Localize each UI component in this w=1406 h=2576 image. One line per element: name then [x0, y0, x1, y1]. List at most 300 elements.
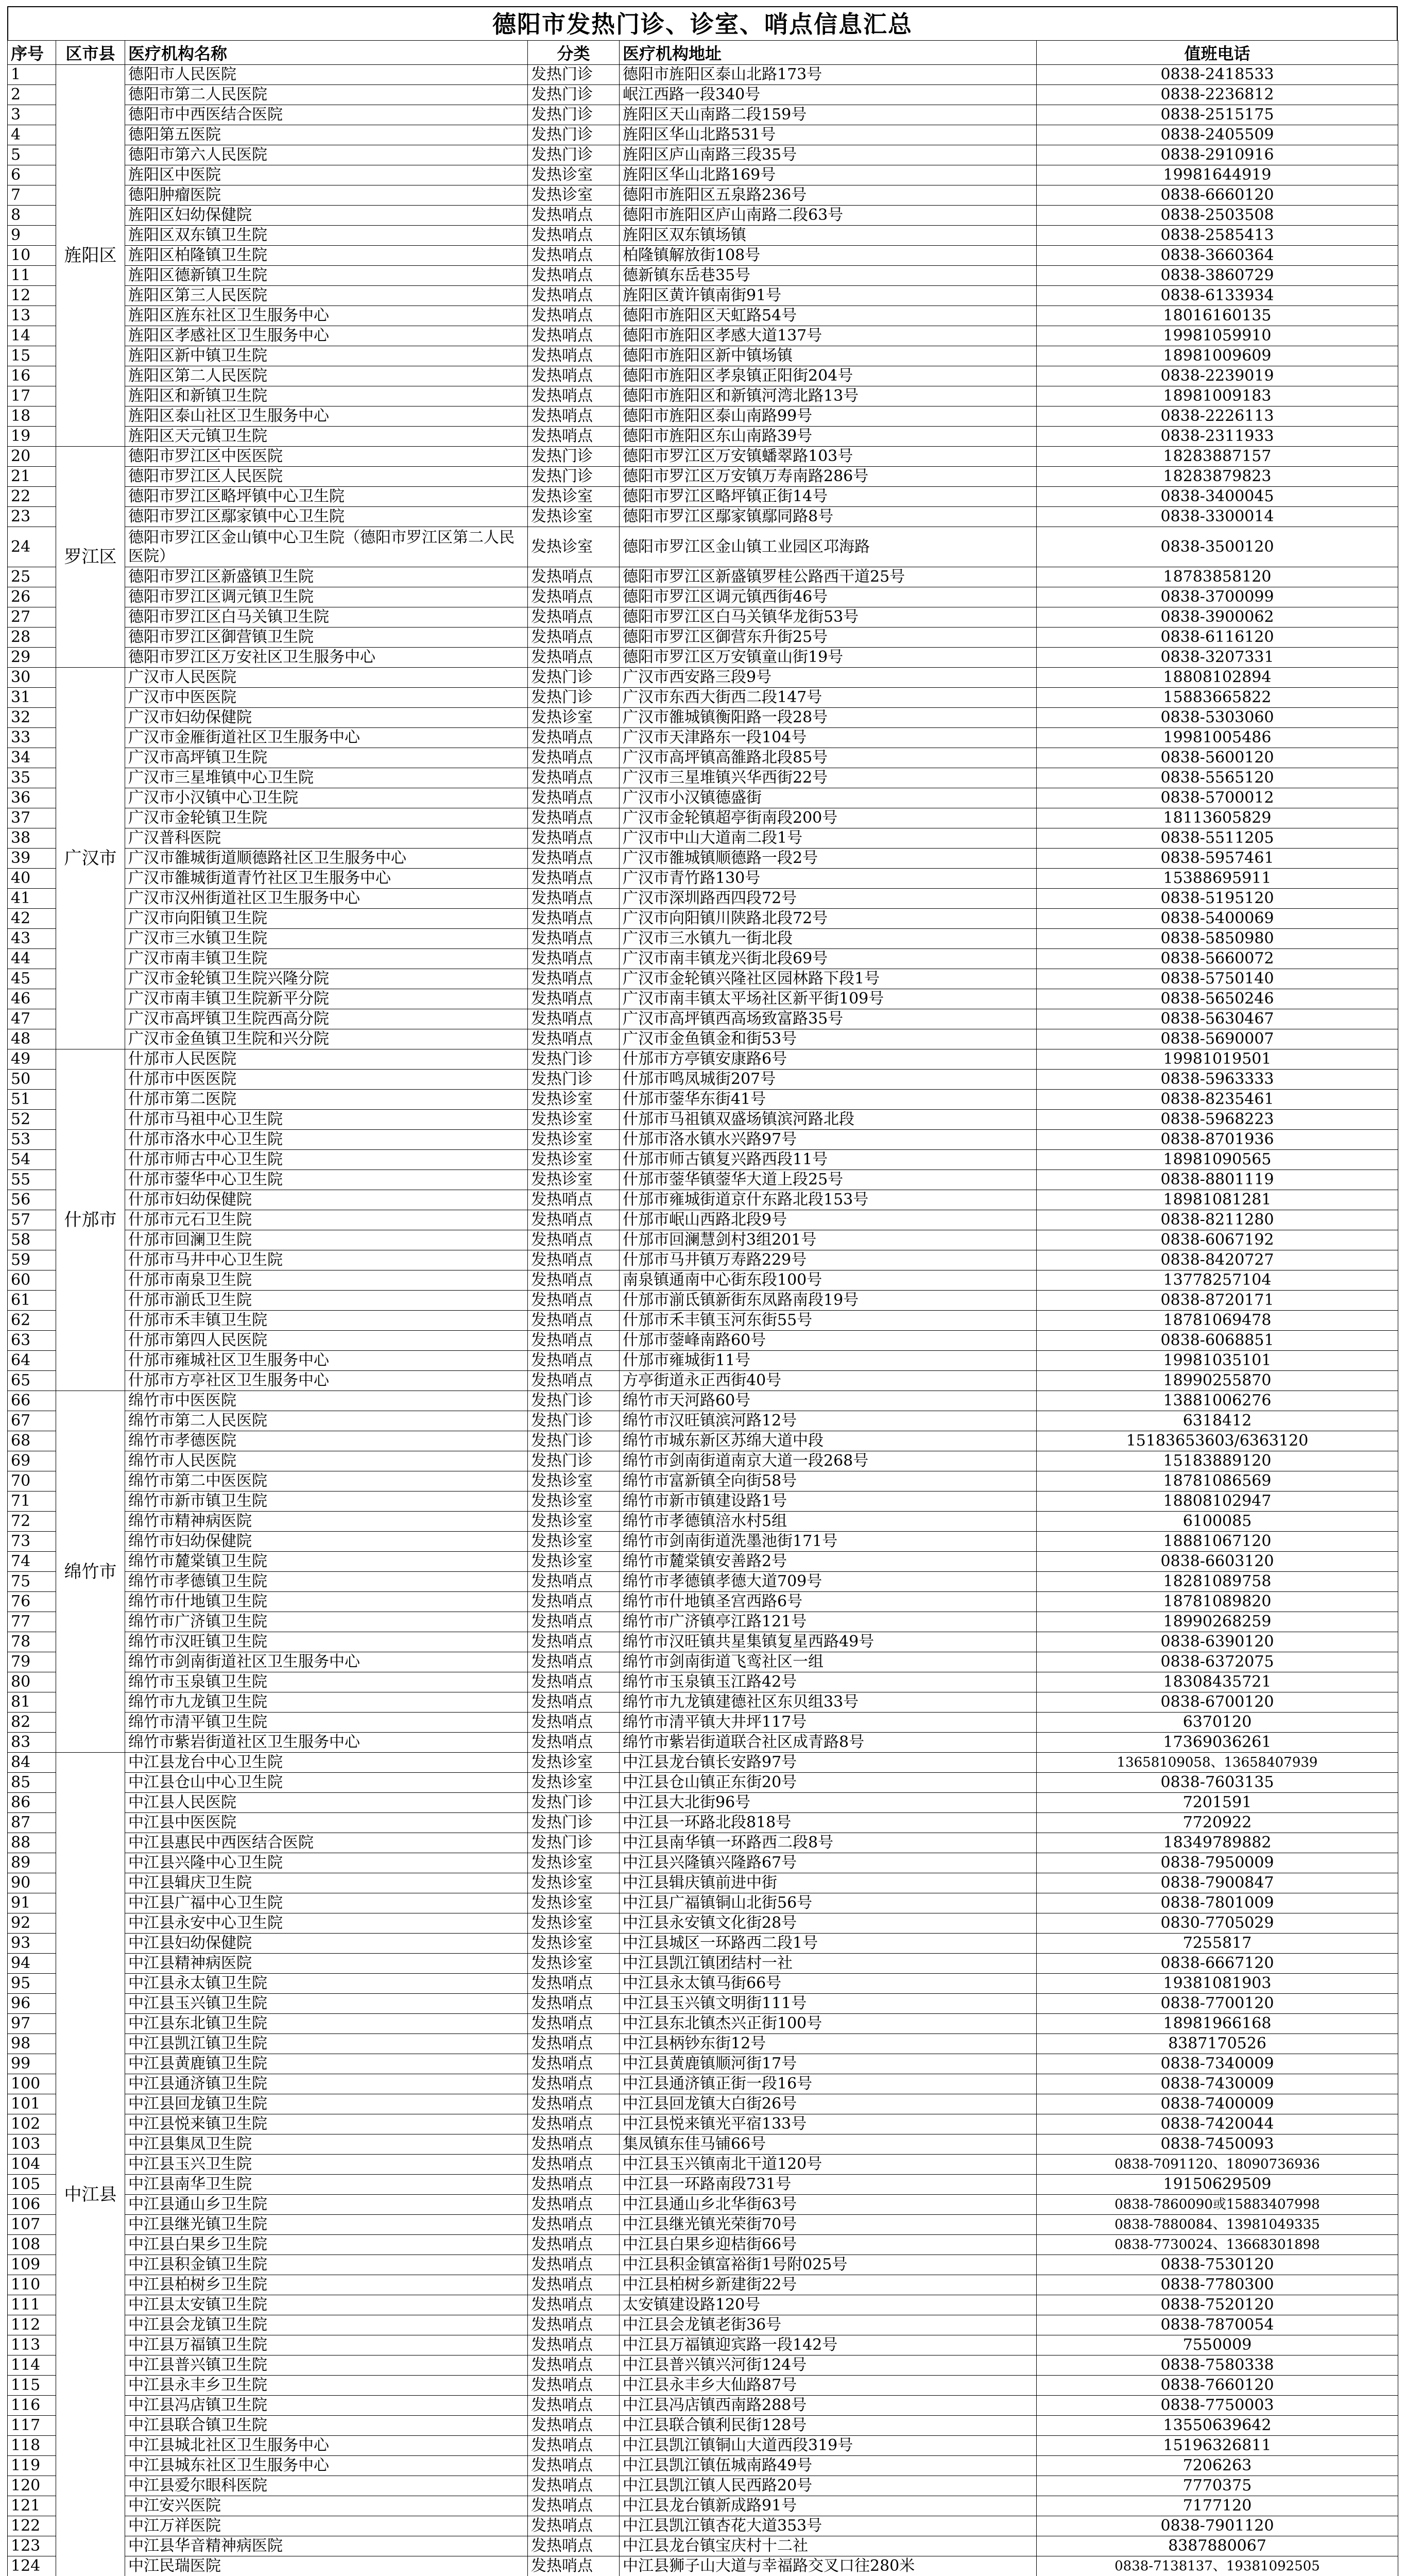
row-number: 106	[8, 2195, 56, 2215]
duty-phone: 0838-5565120	[1037, 768, 1398, 788]
duty-phone: 18981966168	[1037, 2014, 1398, 2034]
facility-address: 中江县大北街96号	[620, 1793, 1037, 1813]
table-row	[8, 1070, 1398, 1090]
duty-phone: 0830-7705029	[1037, 1913, 1398, 1934]
facility-category: 发热哨点	[528, 306, 620, 326]
facility-address: 德阳市罗江区略坪镇正街14号	[620, 487, 1037, 507]
document-sheet	[7, 6, 1398, 2576]
facility-address: 中江县一环路北段818号	[620, 1813, 1037, 1833]
facility-category: 发热哨点	[528, 1009, 620, 1029]
table-row	[8, 1934, 1398, 1954]
duty-phone: 0838-6603120	[1037, 1552, 1398, 1572]
facility-address: 绵竹市麓棠镇安善路2号	[620, 1552, 1037, 1572]
facility-category: 发热哨点	[528, 2556, 620, 2576]
duty-phone: 18990268259	[1037, 1612, 1398, 1632]
facility-category: 发热诊室	[528, 708, 620, 728]
duty-phone: 0838-6116120	[1037, 628, 1398, 648]
facility-category: 发热诊室	[528, 1170, 620, 1190]
facility-address: 什邡市蓥华镇蓥华大道上段25号	[620, 1170, 1037, 1190]
row-number: 83	[8, 1733, 56, 1753]
facility-category: 发热门诊	[528, 1070, 620, 1090]
facility-name: 广汉市南丰镇卫生院	[125, 949, 528, 969]
facility-address: 广汉市天津路东一段104号	[620, 728, 1037, 748]
facility-address: 中江县永安镇文化街28号	[620, 1913, 1037, 1934]
table-row	[8, 2556, 1398, 2576]
table-row	[8, 728, 1398, 748]
facility-name: 德阳市中西医结合医院	[125, 105, 528, 125]
facility-name: 德阳市罗江区御营镇卫生院	[125, 628, 528, 648]
facility-category: 发热哨点	[528, 1713, 620, 1733]
facility-name: 绵竹市第二人民医院	[125, 1411, 528, 1431]
facility-name: 广汉市南丰镇卫生院新平分院	[125, 989, 528, 1009]
duty-phone: 0838-5957461	[1037, 849, 1398, 869]
table-row	[8, 165, 1398, 185]
facility-name: 什邡市元石卫生院	[125, 1210, 528, 1230]
facility-address: 广汉市青竹路130号	[620, 869, 1037, 889]
row-number: 117	[8, 2416, 56, 2436]
facility-address: 绵竹市清平镇大井坪117号	[620, 1713, 1037, 1733]
facility-category: 发热哨点	[528, 607, 620, 628]
facility-address: 德阳市罗江区新盛镇罗桂公路西干道25号	[620, 567, 1037, 587]
duty-phone: 0838-7730024、13668301898	[1037, 2235, 1398, 2255]
facility-name: 中江县集凤卫生院	[125, 2134, 528, 2155]
facility-address: 广汉市小汉镇德盛街	[620, 788, 1037, 808]
facility-address: 中江县凯江镇铜山大道西段319号	[620, 2436, 1037, 2456]
table-row	[8, 467, 1398, 487]
duty-phone: 18781086569	[1037, 1471, 1398, 1492]
table-row	[8, 2476, 1398, 2496]
row-number: 97	[8, 2014, 56, 2034]
facility-name: 德阳市罗江区金山镇中心卫生院（德阳市罗江区第二人民医院）	[125, 527, 528, 567]
facility-category: 发热哨点	[528, 1612, 620, 1632]
facility-address: 德阳市旌阳区天虹路54号	[620, 306, 1037, 326]
table-row	[8, 989, 1398, 1009]
duty-phone: 0838-6068851	[1037, 1331, 1398, 1351]
row-number: 41	[8, 889, 56, 909]
facility-category: 发热哨点	[528, 1974, 620, 1994]
facility-address: 中江县黄鹿镇顺河街17号	[620, 2054, 1037, 2074]
facility-name: 什邡市师古中心卫生院	[125, 1150, 528, 1170]
facility-name: 中江县玉兴卫生院	[125, 2155, 528, 2175]
row-number: 29	[8, 648, 56, 668]
facility-category: 发热哨点	[528, 1270, 620, 1291]
facility-name: 什邡市妇幼保健院	[125, 1190, 528, 1210]
row-number: 1	[8, 65, 56, 85]
header-no: 序号	[8, 41, 56, 65]
row-number: 53	[8, 1130, 56, 1150]
duty-phone: 7550009	[1037, 2335, 1398, 2355]
facility-category: 发热哨点	[528, 2315, 620, 2335]
table-row	[8, 849, 1398, 869]
row-number: 64	[8, 1351, 56, 1371]
table-row	[8, 65, 1398, 85]
facility-name: 广汉市高坪镇卫生院	[125, 748, 528, 768]
facility-category: 发热哨点	[528, 2014, 620, 2034]
row-number: 25	[8, 567, 56, 587]
facility-category: 发热门诊	[528, 145, 620, 165]
facility-name: 广汉市三水镇卫生院	[125, 929, 528, 949]
facility-address: 德阳市罗江区金山镇工业园区邛海路	[620, 527, 1037, 567]
facility-address: 绵竹市剑南街道南京大道一段268号	[620, 1451, 1037, 1471]
table-row	[8, 648, 1398, 668]
duty-phone: 18990255870	[1037, 1371, 1398, 1391]
duty-phone: 18808102947	[1037, 1492, 1398, 1512]
facility-category: 发热哨点	[528, 2436, 620, 2456]
row-number: 122	[8, 2516, 56, 2536]
duty-phone: 0838-7901120	[1037, 2516, 1398, 2536]
row-number: 60	[8, 1270, 56, 1291]
duty-phone: 15883665822	[1037, 688, 1398, 708]
facility-name: 中江县辑庆卫生院	[125, 1873, 528, 1893]
facility-category: 发热哨点	[528, 2355, 620, 2376]
facility-address: 什邡市蓥华东街41号	[620, 1090, 1037, 1110]
row-number: 73	[8, 1532, 56, 1552]
facility-address: 广汉市金轮镇超亭街南段200号	[620, 808, 1037, 828]
duty-phone: 0838-7860090或15883407998	[1037, 2195, 1398, 2215]
duty-phone: 7201591	[1037, 1793, 1398, 1813]
table-row	[8, 185, 1398, 206]
facility-name: 中江县通济镇卫生院	[125, 2074, 528, 2094]
row-number: 66	[8, 1391, 56, 1411]
duty-phone: 0838-3400045	[1037, 487, 1398, 507]
row-number: 124	[8, 2556, 56, 2576]
table-row	[8, 2376, 1398, 2396]
duty-phone: 0838-7880084、13981049335	[1037, 2215, 1398, 2235]
facility-name: 广汉市金雁街道社区卫生服务中心	[125, 728, 528, 748]
facility-address: 中江县凯江镇伍城南路49号	[620, 2456, 1037, 2476]
facility-name: 中江县东北镇卫生院	[125, 2014, 528, 2034]
table-row	[8, 1974, 1398, 1994]
duty-phone: 13550639642	[1037, 2416, 1398, 2436]
facility-address: 什邡市岷山西路北段9号	[620, 1210, 1037, 1230]
table-row	[8, 1572, 1398, 1592]
table-row	[8, 1250, 1398, 1270]
facility-category: 发热哨点	[528, 768, 620, 788]
table-row	[8, 869, 1398, 889]
facility-address: 什邡市回澜慧剑村3组201号	[620, 1230, 1037, 1250]
table-row	[8, 2436, 1398, 2456]
facility-address: 什邡市马井镇万寿路229号	[620, 1250, 1037, 1270]
facility-name: 旌阳区妇幼保健院	[125, 206, 528, 226]
duty-phone: 0838-7950009	[1037, 1853, 1398, 1873]
facility-address: 广汉市南丰镇龙兴街北段69号	[620, 949, 1037, 969]
county-cell: 中江县	[56, 1753, 125, 2576]
row-number: 16	[8, 366, 56, 386]
table-row	[8, 1190, 1398, 1210]
facility-address: 岷江西路一段340号	[620, 85, 1037, 105]
row-number: 76	[8, 1592, 56, 1612]
facility-name: 中江县柏树乡卫生院	[125, 2275, 528, 2295]
facility-name: 绵竹市九龙镇卫生院	[125, 1692, 528, 1713]
table-row	[8, 105, 1398, 125]
facility-address: 旌阳区天山南路二段159号	[620, 105, 1037, 125]
facility-address: 方亭街道永正西街40号	[620, 1371, 1037, 1391]
table-row	[8, 1451, 1398, 1471]
facility-address: 广汉市东西大街西二段147号	[620, 688, 1037, 708]
duty-phone: 18283879823	[1037, 467, 1398, 487]
facility-name: 中江县华音精神病医院	[125, 2536, 528, 2556]
facility-category: 发热哨点	[528, 1331, 620, 1351]
table-row	[8, 1793, 1398, 1813]
facility-name: 绵竹市孝德镇卫生院	[125, 1572, 528, 1592]
duty-phone: 0838-3860729	[1037, 266, 1398, 286]
facility-name: 旌阳区新中镇卫生院	[125, 346, 528, 366]
facility-category: 发热门诊	[528, 125, 620, 145]
county-cell: 绵竹市	[56, 1391, 125, 1753]
facility-name: 中江县广福中心卫生院	[125, 1893, 528, 1913]
facility-name: 什邡市人民医院	[125, 1049, 528, 1070]
table-header-row	[8, 41, 1398, 65]
facility-name: 德阳市罗江区略坪镇中心卫生院	[125, 487, 528, 507]
row-number: 71	[8, 1492, 56, 1512]
duty-phone: 0838-6660120	[1037, 185, 1398, 206]
facility-name: 什邡市雍城社区卫生服务中心	[125, 1351, 528, 1371]
duty-phone: 0838-6067192	[1037, 1230, 1398, 1250]
table-row	[8, 1270, 1398, 1291]
table-row	[8, 2155, 1398, 2175]
table-row	[8, 2536, 1398, 2556]
duty-phone: 19981059910	[1037, 326, 1398, 346]
facility-category: 发热哨点	[528, 1351, 620, 1371]
facility-category: 发热门诊	[528, 1391, 620, 1411]
duty-phone: 15183653603/6363120	[1037, 1431, 1398, 1451]
table-row	[8, 1552, 1398, 1572]
header-county: 区市县	[56, 41, 125, 65]
row-number: 78	[8, 1632, 56, 1652]
duty-phone: 18349789882	[1037, 1833, 1398, 1853]
facility-address: 广汉市金轮镇兴隆社区园林路下段1号	[620, 969, 1037, 989]
table-row	[8, 2195, 1398, 2215]
facility-category: 发热哨点	[528, 2456, 620, 2476]
row-number: 93	[8, 1934, 56, 1954]
table-row	[8, 306, 1398, 326]
facility-address: 旌阳区华山北路531号	[620, 125, 1037, 145]
row-number: 100	[8, 2074, 56, 2094]
facility-name: 中江县悦来镇卫生院	[125, 2114, 528, 2134]
facility-name: 中江县精神病医院	[125, 1954, 528, 1974]
row-number: 103	[8, 2134, 56, 2155]
row-number: 18	[8, 406, 56, 427]
row-number: 74	[8, 1552, 56, 1572]
table-row	[8, 628, 1398, 648]
facility-name: 中江县南华卫生院	[125, 2175, 528, 2195]
table-row	[8, 1873, 1398, 1893]
facility-address: 广汉市三星堆镇兴华西街22号	[620, 768, 1037, 788]
row-number: 47	[8, 1009, 56, 1029]
row-number: 43	[8, 929, 56, 949]
facility-name: 中江县城东社区卫生服务中心	[125, 2456, 528, 2476]
row-number: 54	[8, 1150, 56, 1170]
duty-phone: 0838-7450093	[1037, 2134, 1398, 2155]
facility-address: 中江县普兴镇兴河街124号	[620, 2355, 1037, 2376]
facility-address: 中江县永丰乡大仙路87号	[620, 2376, 1037, 2396]
facility-category: 发热诊室	[528, 487, 620, 507]
row-number: 107	[8, 2215, 56, 2235]
facility-category: 发热诊室	[528, 1512, 620, 1532]
table-row	[8, 1311, 1398, 1331]
facility-category: 发热诊室	[528, 185, 620, 206]
facility-category: 发热哨点	[528, 567, 620, 587]
facility-name: 绵竹市剑南街道社区卫生服务中心	[125, 1652, 528, 1672]
facility-name: 德阳第五医院	[125, 125, 528, 145]
facility-name: 德阳市第六人民医院	[125, 145, 528, 165]
facility-category: 发热门诊	[528, 668, 620, 688]
table-row	[8, 1391, 1398, 1411]
table-row	[8, 266, 1398, 286]
table-row	[8, 527, 1398, 567]
facility-address: 什邡市师古镇复兴路西段11号	[620, 1150, 1037, 1170]
facility-category: 发热哨点	[528, 2496, 620, 2516]
facility-name: 广汉市雒城街道顺德路社区卫生服务中心	[125, 849, 528, 869]
table-row	[8, 246, 1398, 266]
facility-category: 发热哨点	[528, 2134, 620, 2155]
table-row	[8, 1672, 1398, 1692]
facility-category: 发热哨点	[528, 648, 620, 668]
facility-address: 广汉市高坪镇高雒路北段85号	[620, 748, 1037, 768]
row-number: 23	[8, 507, 56, 527]
facility-name: 绵竹市广济镇卫生院	[125, 1612, 528, 1632]
table-row	[8, 1230, 1398, 1250]
table-row	[8, 1029, 1398, 1049]
table-row	[8, 2054, 1398, 2074]
duty-phone: 0838-7780300	[1037, 2275, 1398, 2295]
table-row	[8, 1291, 1398, 1311]
row-number: 12	[8, 286, 56, 306]
facility-category: 发热哨点	[528, 266, 620, 286]
table-row	[8, 2295, 1398, 2315]
table-row	[8, 487, 1398, 507]
row-number: 109	[8, 2255, 56, 2275]
table-row	[8, 2456, 1398, 2476]
facility-address: 什邡市鸣凤城街207号	[620, 1070, 1037, 1090]
table-row	[8, 889, 1398, 909]
row-number: 48	[8, 1029, 56, 1049]
table-row	[8, 2114, 1398, 2134]
table-row	[8, 748, 1398, 768]
table-row	[8, 768, 1398, 788]
facility-name: 德阳市罗江区中医医院	[125, 447, 528, 467]
table-row	[8, 1893, 1398, 1913]
table-row	[8, 587, 1398, 607]
duty-phone: 6100085	[1037, 1512, 1398, 1532]
duty-phone: 18783858120	[1037, 567, 1398, 587]
facility-name: 什邡市第二医院	[125, 1090, 528, 1110]
duty-phone: 0838-6390120	[1037, 1632, 1398, 1652]
table-row	[8, 1692, 1398, 1713]
facility-address: 中江县玉兴镇文明街111号	[620, 1994, 1037, 2014]
facility-category: 发热诊室	[528, 1934, 620, 1954]
duty-phone: 0838-3207331	[1037, 648, 1398, 668]
table-row	[8, 427, 1398, 447]
row-number: 39	[8, 849, 56, 869]
duty-phone: 0838-7138137、19381092505	[1037, 2556, 1398, 2576]
table-row	[8, 1913, 1398, 1934]
table-row	[8, 366, 1398, 386]
table-row	[8, 346, 1398, 366]
facility-name: 中江县中医医院	[125, 1813, 528, 1833]
facility-name: 中江县妇幼保健院	[125, 1934, 528, 1954]
row-number: 33	[8, 728, 56, 748]
duty-phone: 0838-2236812	[1037, 85, 1398, 105]
table-row	[8, 1371, 1398, 1391]
county-cell: 罗江区	[56, 447, 125, 668]
facility-address: 德阳市旌阳区新中镇场镇	[620, 346, 1037, 366]
duty-phone: 0838-5700012	[1037, 788, 1398, 808]
facility-name: 什邡市中医医院	[125, 1070, 528, 1090]
facility-address: 绵竹市孝德镇涪水村5组	[620, 1512, 1037, 1532]
facility-name: 什邡市马井中心卫生院	[125, 1250, 528, 1270]
facility-category: 发热门诊	[528, 105, 620, 125]
facility-name: 中江县凯江镇卫生院	[125, 2034, 528, 2054]
facility-category: 发热哨点	[528, 2396, 620, 2416]
row-number: 75	[8, 1572, 56, 1592]
row-number: 55	[8, 1170, 56, 1190]
facility-address: 中江县龙台镇宝庆村十二社	[620, 2536, 1037, 2556]
facility-name: 广汉市金轮镇卫生院兴隆分院	[125, 969, 528, 989]
row-number: 8	[8, 206, 56, 226]
row-number: 67	[8, 1411, 56, 1431]
facility-address: 中江县悦来镇光平宿133号	[620, 2114, 1037, 2134]
facility-category: 发热诊室	[528, 507, 620, 527]
facility-category: 发热哨点	[528, 1692, 620, 1713]
facility-name: 中江县人民医院	[125, 1793, 528, 1813]
table-row	[8, 1351, 1398, 1371]
facility-address: 中江县通山乡北华街63号	[620, 2195, 1037, 2215]
facility-category: 发热哨点	[528, 346, 620, 366]
facility-category: 发热诊室	[528, 1130, 620, 1150]
row-number: 30	[8, 668, 56, 688]
facility-category: 发热哨点	[528, 989, 620, 1009]
duty-phone: 0838-3300014	[1037, 507, 1398, 527]
table-row	[8, 507, 1398, 527]
facility-table	[7, 40, 1398, 2576]
facility-address: 中江县柄钞东街12号	[620, 2034, 1037, 2054]
row-number: 111	[8, 2295, 56, 2315]
facility-name: 广汉市向阳镇卫生院	[125, 909, 528, 929]
table-row	[8, 406, 1398, 427]
duty-phone: 0838-3900062	[1037, 607, 1398, 628]
header-phone: 值班电话	[1037, 41, 1398, 65]
duty-phone: 19981644919	[1037, 165, 1398, 185]
row-number: 4	[8, 125, 56, 145]
duty-phone: 6318412	[1037, 1411, 1398, 1431]
facility-address: 中江县凯江镇团结村一社	[620, 1954, 1037, 1974]
facility-category: 发热哨点	[528, 326, 620, 346]
facility-category: 发热哨点	[528, 849, 620, 869]
duty-phone: 7720922	[1037, 1813, 1398, 1833]
table-row	[8, 607, 1398, 628]
facility-name: 德阳市罗江区万安社区卫生服务中心	[125, 648, 528, 668]
duty-phone: 0838-5600120	[1037, 748, 1398, 768]
duty-phone: 18981009609	[1037, 346, 1398, 366]
table-row	[8, 286, 1398, 306]
facility-address: 绵竹市汉旺镇滨河路12号	[620, 1411, 1037, 1431]
facility-address: 德阳市罗江区御营东升街25号	[620, 628, 1037, 648]
row-number: 7	[8, 185, 56, 206]
facility-address: 什邡市马祖镇双盛场镇滨河路北段	[620, 1110, 1037, 1130]
facility-name: 德阳市罗江区新盛镇卫生院	[125, 567, 528, 587]
duty-phone: 7255817	[1037, 1934, 1398, 1954]
duty-phone: 0838-8720171	[1037, 1291, 1398, 1311]
row-number: 21	[8, 467, 56, 487]
facility-name: 中江民瑞医院	[125, 2556, 528, 2576]
facility-address: 德阳市罗江区白马关镇华龙街53号	[620, 607, 1037, 628]
facility-address: 绵竹市玉泉镇玉江路42号	[620, 1672, 1037, 1692]
duty-phone: 19981005486	[1037, 728, 1398, 748]
facility-name: 中江县兴隆中心卫生院	[125, 1853, 528, 1873]
row-number: 42	[8, 909, 56, 929]
duty-phone: 0838-5303060	[1037, 708, 1398, 728]
